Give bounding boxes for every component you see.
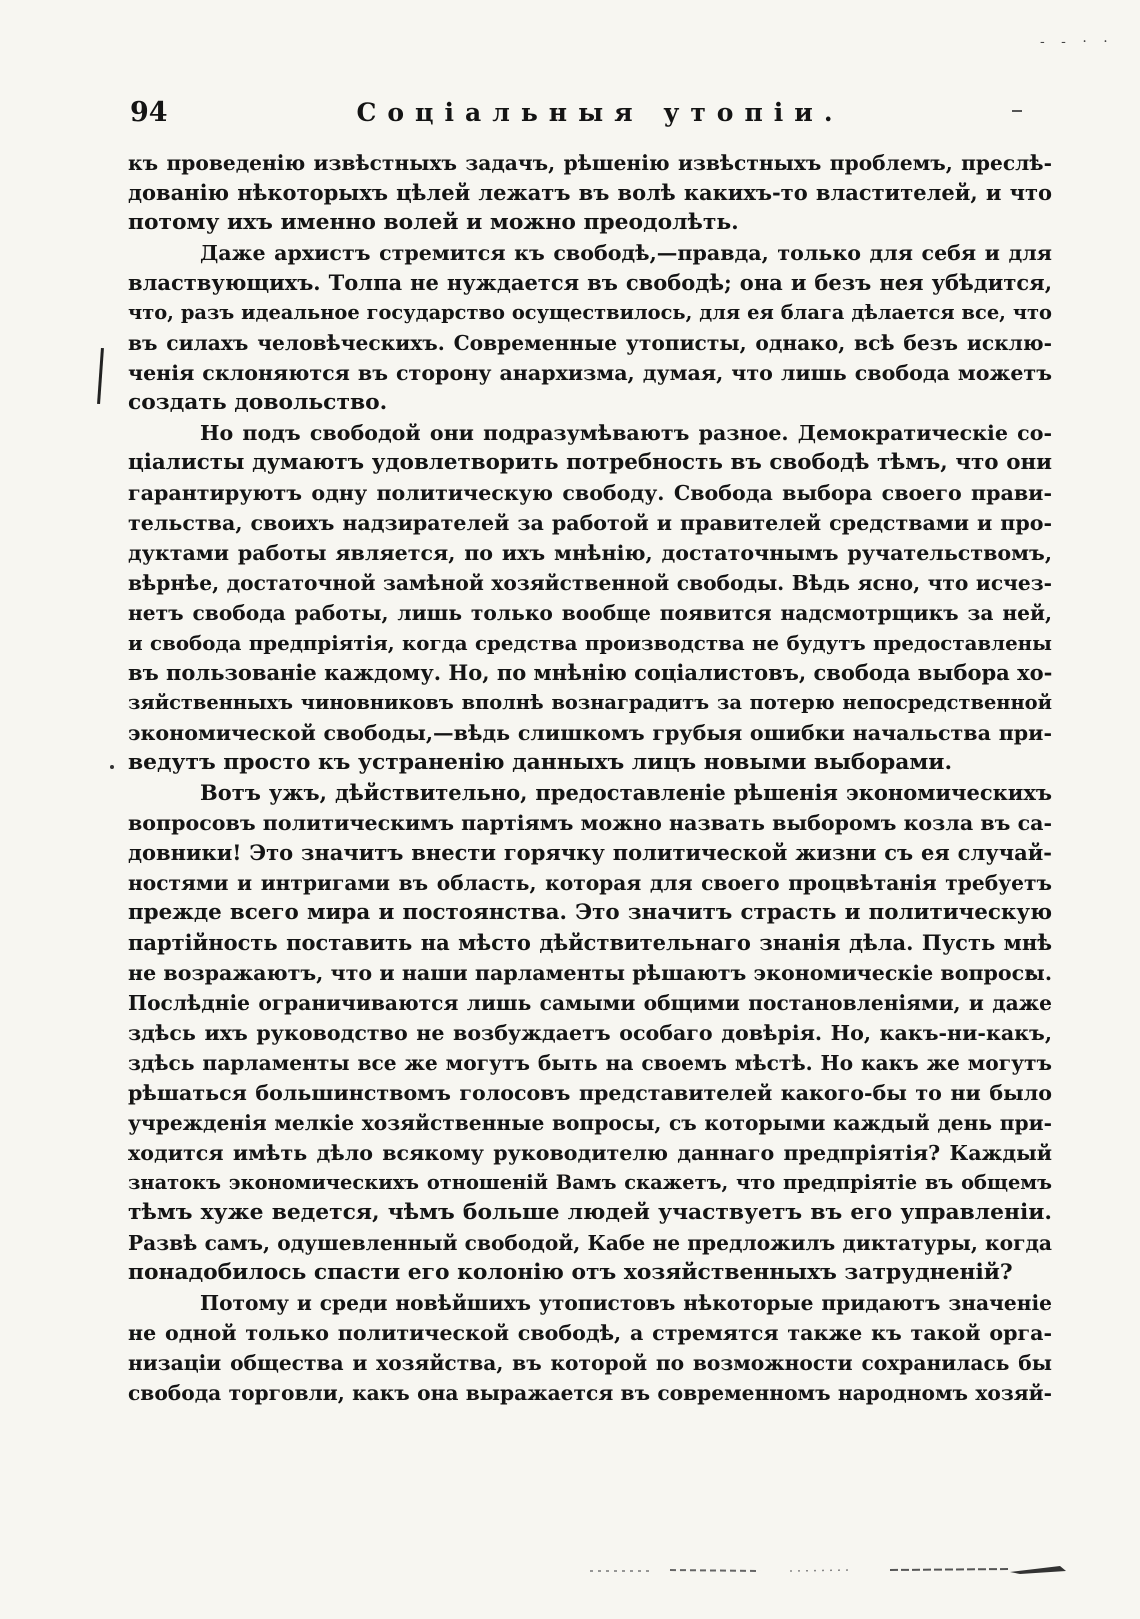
text-line: прежде всего мира и постоянства. Это значитъ страсть и политическую <box>128 900 1052 925</box>
text-line: ведутъ просто къ устраненію данныхъ лицъ новыми выборами. <box>128 750 953 775</box>
text-line: нетъ свобода работы, лишь только вообще появится надсмотрщикъ за ней, <box>128 601 1052 625</box>
text-line: гарантируютъ одну политическую свободу. Свобода выбора своего прави- <box>128 481 1052 505</box>
text-line: Вотъ ужъ, дѣйствительно, предоставленіе рѣшенія экономическихъ <box>200 780 1052 805</box>
text-line: тельства, своихъ надзирателей за работой и правителей средствами и про- <box>128 511 1052 535</box>
page-header <box>130 93 1050 133</box>
body-text <box>128 148 1052 1408</box>
text-line: дованію нѣкоторыхъ цѣлей лежатъ въ волѣ какихъ-то властителей, и что <box>128 180 1052 205</box>
text-line: ченія склоняются въ сторону анархизма, думая, что лишь свобода можетъ <box>128 361 1052 385</box>
text-line: въ пользованіе каждому. Но, по мнѣнію соціалистовъ, свобода выбора хо- <box>128 660 1053 685</box>
scan-corner-marks: - - · · <box>1040 34 1114 50</box>
scan-smudge-marks <box>590 1562 1070 1576</box>
text-line: Развѣ самъ, одушевленный свободой, Кабе не предложилъ диктатуры, когда <box>128 1231 1052 1255</box>
text-line: Даже архистъ стремится къ свободѣ,—правда, только для себя и для <box>200 241 1052 265</box>
text-line: знатокъ экономическихъ отношеній Вамъ скажетъ, что предпріятіе въ общемъ <box>128 1171 1052 1194</box>
text-line: ностями и интригами въ область, которая для своего процвѣтанія требуетъ <box>128 871 1052 895</box>
text-line: партійность поставить на мѣсто дѣйствительнаго знанія дѣла. Пусть мнѣ <box>128 930 1052 955</box>
text-line: зяйственныхъ чиновниковъ вполнѣ вознаградитъ за потерю непосредственной <box>128 691 1052 714</box>
text-line: свобода торговли, какъ она выражается въ современномъ народномъ хозяй- <box>128 1381 1052 1405</box>
text-line: не одной только политической свободѣ, а стремятся также къ такой орга- <box>128 1321 1052 1345</box>
text-line: потому ихъ именно волей и можно преодолѣть. <box>128 210 739 235</box>
text-line: создать довольство. <box>128 390 388 415</box>
text-line: къ проведенію извѣстныхъ задачъ, рѣшенію извѣстныхъ проблемъ, преслѣ- <box>128 151 1052 175</box>
text-line: здѣсь ихъ руководство не возбуждаетъ особаго довѣрія. Но, какъ-ни-какъ, <box>128 1021 1052 1045</box>
text-line: не возражаютъ, что и наши парламенты рѣшаютъ экономическіе вопросы. <box>128 961 1052 985</box>
text-line: вопросовъ политическимъ партіямъ можно назвать выборомъ козла въ са- <box>128 811 1053 835</box>
text-line: довники! Это значитъ внести горячку политической жизни съ ея случай- <box>128 840 1052 865</box>
text-line: дуктами работы является, по ихъ мнѣнію, достаточнымъ ручательствомъ, <box>128 541 1052 565</box>
text-line: экономической свободы,—вѣдь слишкомъ грубыя ошибки начальства при- <box>128 721 1052 745</box>
text-line: вѣрнѣе, достаточной замѣной хозяйственной свободы. Вѣдь ясно, что исчез- <box>128 571 1052 595</box>
text-line: ціалисты думаютъ удовлетворить потребность въ свободѣ тѣмъ, что они <box>128 450 1052 475</box>
text-line: Потому и среди новѣйшихъ утопистовъ нѣкоторые придаютъ значеніе <box>200 1291 1052 1315</box>
text-line: здѣсь парламенты все же могутъ быть на своемъ мѣстѣ. Но какъ же могутъ <box>128 1051 1052 1075</box>
text-line: понадобилось спасти его колонію отъ хозяйственныхъ затрудненій? <box>128 1260 1013 1285</box>
text-line: властвующихъ. Толпа не нуждается въ свободѣ; она и безъ нея убѣдится, <box>128 270 1052 295</box>
page-number: 94 <box>130 97 168 128</box>
margin-pencil-mark <box>97 348 104 404</box>
text-line: тѣмъ хуже ведется, чѣмъ больше людей участвуетъ въ его управленіи. <box>128 1200 1052 1225</box>
text-line: въ силахъ человѣческихъ. Современные утописты, однако, всѣ безъ исклю- <box>128 331 1052 355</box>
scan-stray-dot <box>110 765 114 769</box>
running-title: Соціальныя утопіи. <box>356 98 844 127</box>
text-line: ходится имѣть дѣло всякому руководителю даннаго предпріятія? Каждый <box>128 1141 1052 1165</box>
text-line: Но подъ свободой они подразумѣваютъ разное. Демократическіе со- <box>200 421 1052 445</box>
text-line: низаціи общества и хозяйства, въ которой по возможности сохранилась бы <box>128 1351 1052 1375</box>
text-line: что, разъ идеальное государство осуществилось, для ея блага дѣлается все, что <box>128 301 1052 324</box>
text-line: Послѣдніе ограничиваются лишь самыми общими постановленіями, и даже <box>128 991 1052 1015</box>
text-line: учрежденія мелкіе хозяйственные вопросы, съ которыми каждый день при- <box>128 1111 1052 1135</box>
text-line: и свобода предпріятія, когда средства производства не будутъ предоставлены <box>128 631 1052 655</box>
text-line: рѣшаться большинствомъ голосовъ представителей какого-бы то ни было <box>128 1081 1052 1105</box>
